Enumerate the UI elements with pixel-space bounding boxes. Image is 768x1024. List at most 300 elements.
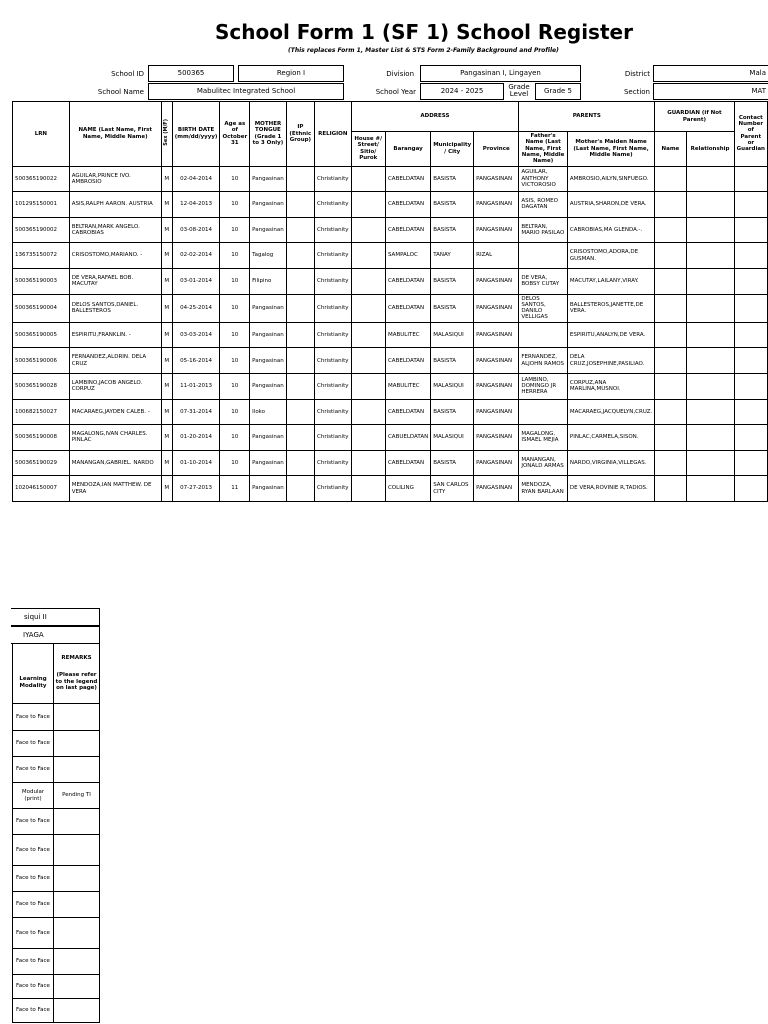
remarks-cell: [54, 918, 100, 949]
student-name: MENDOZA,IAN MATTHEW. DE VERA: [69, 476, 161, 502]
student-mother: DELA CRUZ,JOSEPHINE,PASILIAO.: [567, 348, 654, 374]
student-province: PANGASINAN: [474, 268, 519, 294]
student-ip: [286, 217, 314, 243]
student-house: [351, 476, 385, 502]
student-ip: [286, 294, 314, 322]
remarks-cell: [54, 975, 100, 999]
student-religion: Christianity: [315, 166, 351, 192]
student-name: ESPIRITU,FRANKLIN. -: [69, 322, 161, 348]
header-sex: Sex (M/F): [161, 102, 172, 167]
student-contact: [734, 294, 767, 322]
header-learning-modality: Learning Modality: [13, 644, 54, 704]
student-father: BELTRAN, MARIO PASILAO: [519, 217, 568, 243]
student-municipality: BASISTA: [431, 217, 474, 243]
student-municipality: MALASIQUI: [431, 322, 474, 348]
student-age: 10: [220, 217, 250, 243]
student-ip: [286, 268, 314, 294]
student-lrn: 500365190022: [13, 166, 70, 192]
header-mother-tongue: MOTHER TONGUE (Grade 1 to 3 Only): [250, 102, 287, 167]
remarks-cell: [54, 704, 100, 731]
student-name: MACARAEG,JAYDEN CALEB. -: [69, 399, 161, 425]
student-house: [351, 322, 385, 348]
student-name: AGUILAR,PRINCE IVO. AMBROSIO: [69, 166, 161, 192]
header-father: Father's Name (Last Name, First Name, Middle Name): [519, 132, 568, 167]
student-relationship: [686, 476, 734, 502]
student-house: [351, 348, 385, 374]
student-birth-date: 02-02-2014: [172, 243, 220, 269]
header-address: ADDRESS: [351, 102, 519, 132]
remarks-cell: [54, 949, 100, 975]
student-name: ASIS,RALPH AARON. AUSTRIA: [69, 192, 161, 218]
student-municipality: BASISTA: [431, 192, 474, 218]
student-mother: NARDO,VIRGINIA,VILLEGAS.: [567, 450, 654, 476]
student-father: LAMBINO, DOMINGO JR HERRERA: [519, 373, 568, 399]
remarks-row: [13, 975, 100, 999]
student-relationship: [686, 294, 734, 322]
student-municipality: BASISTA: [431, 399, 474, 425]
student-barangay: CABELDATAN: [385, 348, 430, 374]
learning-modality-cell: Face to Face: [13, 949, 54, 975]
student-row: [13, 166, 768, 192]
student-name: DE VERA,RAFAEL BOB. MACUTAY: [69, 268, 161, 294]
remarks-row: [13, 757, 100, 783]
student-relationship: [686, 268, 734, 294]
student-house: [351, 166, 385, 192]
remarks-rows: [13, 704, 100, 1023]
school-name-label: School Name: [97, 88, 144, 96]
student-province: PANGASINAN: [474, 192, 519, 218]
student-row: [13, 294, 768, 322]
student-sex: M: [161, 348, 172, 374]
student-contact: [734, 476, 767, 502]
student-row: [13, 425, 768, 451]
header-lrn: LRN: [13, 102, 70, 167]
student-barangay: CABUELDATAN: [385, 425, 430, 451]
student-row: [13, 192, 768, 218]
student-mother-tongue: Pangasinan: [250, 476, 287, 502]
student-mother-tongue: Pangasinan: [250, 450, 287, 476]
student-barangay: MABULITEC: [385, 322, 430, 348]
student-ip: [286, 450, 314, 476]
student-name: DELOS SANTOS,DANIEL. BALLESTEROS: [69, 294, 161, 322]
student-guardian-name: [655, 399, 686, 425]
student-province: PANGASINAN: [474, 476, 519, 502]
student-house: [351, 425, 385, 451]
student-mother: BALLESTEROS,JANETTE,DE VERA.: [567, 294, 654, 322]
district-label: District: [624, 70, 650, 78]
student-house: [351, 294, 385, 322]
student-father: [519, 243, 568, 269]
student-birth-date: 03-08-2014: [172, 217, 220, 243]
student-ip: [286, 192, 314, 218]
student-guardian-name: [655, 450, 686, 476]
header-ip: IP (Ethnic Group): [286, 102, 314, 167]
remarks-row: [13, 999, 100, 1023]
student-relationship: [686, 243, 734, 269]
student-sex: M: [161, 322, 172, 348]
student-barangay: MABULITEC: [385, 373, 430, 399]
student-mother: AMBROSIO,AILYN,SINFUEGO.: [567, 166, 654, 192]
student-religion: Christianity: [315, 348, 351, 374]
student-mother-tongue: Pangasinan: [250, 348, 287, 374]
student-contact: [734, 373, 767, 399]
student-lrn: 100682150027: [13, 399, 70, 425]
remarks-note: (Please refer to the legend on last page): [55, 671, 98, 692]
student-religion: Christianity: [315, 217, 351, 243]
remarks-cell: [54, 809, 100, 835]
student-father: DELOS SANTOS, DANILO VELLIGAS: [519, 294, 568, 322]
student-sex: M: [161, 166, 172, 192]
student-row: [13, 450, 768, 476]
student-lrn: 500365190029: [13, 450, 70, 476]
header-religion: RELIGION: [315, 102, 351, 167]
student-guardian-name: [655, 192, 686, 218]
student-barangay: CABELDATAN: [385, 192, 430, 218]
remarks-row: [13, 731, 100, 757]
student-mother-tongue: Pangasinan: [250, 425, 287, 451]
student-father: FERNANDEZ, ALJOHN RAMOS: [519, 348, 568, 374]
student-row: [13, 217, 768, 243]
student-mother: ESPIRITU,ANALYN,DE VERA.: [567, 322, 654, 348]
student-name: FERNANDEZ,ALDRIN. DELA CRUZ: [69, 348, 161, 374]
student-lrn: 500365190006: [13, 348, 70, 374]
student-age: 10: [220, 166, 250, 192]
header-house: House #/ Street/ Sitio/ Purok: [351, 132, 385, 167]
student-sex: M: [161, 294, 172, 322]
student-guardian-name: [655, 373, 686, 399]
student-province: PANGASINAN: [474, 217, 519, 243]
student-lrn: 136735150072: [13, 243, 70, 269]
student-mother-tongue: Filipino: [250, 268, 287, 294]
remarks-row: [13, 949, 100, 975]
student-row: [13, 399, 768, 425]
student-sex: M: [161, 268, 172, 294]
student-guardian-name: [655, 425, 686, 451]
student-mother: DE VERA,ROVINIE R,TADIOS.: [567, 476, 654, 502]
student-mother-tongue: Pangasinan: [250, 373, 287, 399]
student-contact: [734, 243, 767, 269]
student-house: [351, 399, 385, 425]
student-name: MAGALONG,IVAN CHARLES. PINLAC: [69, 425, 161, 451]
student-lrn: 500365190008: [13, 425, 70, 451]
student-birth-date: 07-27-2013: [172, 476, 220, 502]
learning-modality-cell: Face to Face: [13, 892, 54, 918]
student-ip: [286, 476, 314, 502]
learning-modality-cell: Face to Face: [13, 731, 54, 757]
student-guardian-name: [655, 322, 686, 348]
student-sex: M: [161, 192, 172, 218]
student-ip: [286, 166, 314, 192]
student-birth-date: 03-03-2014: [172, 322, 220, 348]
student-mother: PINLAC,CARMELA,SISON.: [567, 425, 654, 451]
student-guardian-name: [655, 243, 686, 269]
student-row: [13, 476, 768, 502]
student-birth-date: 01-20-2014: [172, 425, 220, 451]
student-ip: [286, 348, 314, 374]
student-row: [13, 348, 768, 374]
learning-modality-cell: Face to Face: [13, 809, 54, 835]
student-religion: Christianity: [315, 399, 351, 425]
student-mother: CABROBIAS,MA GLENDA.-.: [567, 217, 654, 243]
section-field: MAT: [653, 83, 768, 100]
student-house: [351, 268, 385, 294]
student-lrn: 101295150001: [13, 192, 70, 218]
student-mother-tongue: Pangasinan: [250, 192, 287, 218]
student-rows: [13, 166, 768, 501]
grade-level-label: Grade Level: [508, 83, 530, 98]
student-sex: M: [161, 450, 172, 476]
student-municipality: BASISTA: [431, 166, 474, 192]
student-row: [13, 373, 768, 399]
student-birth-date: 05-16-2014: [172, 348, 220, 374]
student-age: 10: [220, 294, 250, 322]
student-father: [519, 322, 568, 348]
student-religion: Christianity: [315, 373, 351, 399]
student-ip: [286, 243, 314, 269]
student-relationship: [686, 450, 734, 476]
student-municipality: BASISTA: [431, 268, 474, 294]
remarks-cell: [54, 731, 100, 757]
student-name: MANANGAN,GABRIEL. NARDO: [69, 450, 161, 476]
student-row: [13, 322, 768, 348]
student-province: PANGASINAN: [474, 322, 519, 348]
header-contact: Contact Number of Parent or Guardian: [734, 102, 767, 167]
learning-modality-cell: Face to Face: [13, 999, 54, 1023]
student-municipality: SAN CARLOS CITY: [431, 476, 474, 502]
student-religion: Christianity: [315, 450, 351, 476]
student-religion: Christianity: [315, 243, 351, 269]
learning-modality-cell: Face to Face: [13, 975, 54, 999]
school-id-field: 500365: [148, 65, 234, 82]
student-age: 10: [220, 322, 250, 348]
student-father: AGUILAR, ANTHONY VICTOROSIO: [519, 166, 568, 192]
division-field: Pangasinan I, Lingayen: [420, 65, 581, 82]
header-parents: PARENTS: [519, 102, 655, 132]
student-ip: [286, 399, 314, 425]
student-birth-date: 12-04-2013: [172, 192, 220, 218]
header-guardian-name: Name: [655, 132, 686, 167]
student-sex: M: [161, 399, 172, 425]
learning-modality-cell: Face to Face: [13, 704, 54, 731]
student-municipality: TANAY: [431, 243, 474, 269]
header-guardian: GUARDIAN (if Not Parent): [655, 102, 734, 132]
learning-modality-cell: Face to Face: [13, 866, 54, 892]
student-guardian-name: [655, 268, 686, 294]
student-house: [351, 217, 385, 243]
student-barangay: COLILING: [385, 476, 430, 502]
student-barangay: SAMPALOC: [385, 243, 430, 269]
student-father: MANANGAN, JONALD ARMAS: [519, 450, 568, 476]
student-mother-tongue: Pangasinan: [250, 166, 287, 192]
header-mother: Mother's Maiden Name (Last Name, First Name, Middle Name): [567, 132, 654, 167]
student-contact: [734, 268, 767, 294]
student-mother: CORPUZ,ANA MARLINA,MUSNOI.: [567, 373, 654, 399]
student-guardian-name: [655, 348, 686, 374]
student-row: [13, 243, 768, 269]
region-field: Region I: [238, 65, 344, 82]
student-sex: M: [161, 217, 172, 243]
student-name: LAMBINO,JACOB ANGELO. CORPUZ: [69, 373, 161, 399]
remarks-cell: [54, 892, 100, 918]
student-municipality: MALASIQUI: [431, 373, 474, 399]
student-municipality: MALASIQUI: [431, 425, 474, 451]
student-mother: MACUTAY,LAILANY,VIRAY.: [567, 268, 654, 294]
student-religion: Christianity: [315, 294, 351, 322]
student-contact: [734, 166, 767, 192]
student-name: CRISOSTOMO,MARIANO. -: [69, 243, 161, 269]
student-ip: [286, 373, 314, 399]
student-province: PANGASINAN: [474, 425, 519, 451]
student-age: 10: [220, 268, 250, 294]
remarks-title: REMARKS: [61, 655, 92, 662]
student-contact: [734, 450, 767, 476]
student-birth-date: 04-25-2014: [172, 294, 220, 322]
school-name-field: Mabulitec Integrated School: [148, 83, 344, 100]
learning-modality-cell: Face to Face: [13, 757, 54, 783]
student-age: 10: [220, 399, 250, 425]
student-religion: Christianity: [315, 268, 351, 294]
student-father: DE VERA, BOBSY CUTAY: [519, 268, 568, 294]
student-contact: [734, 399, 767, 425]
student-municipality: BASISTA: [431, 348, 474, 374]
school-year-label: School Year: [375, 88, 416, 96]
student-house: [351, 450, 385, 476]
student-ip: [286, 322, 314, 348]
student-mother: CRISOSTOMO,ADORA,DE GUSMAN.: [567, 243, 654, 269]
header-municipality: Municipality / City: [431, 132, 474, 167]
student-mother: AUSTRIA,SHARON,DE VERA.: [567, 192, 654, 218]
remarks-row: [13, 835, 100, 866]
header-remarks: [54, 644, 100, 704]
student-religion: Christianity: [315, 425, 351, 451]
remarks-table: [12, 643, 100, 1023]
learning-modality-cell: Modular (print): [13, 783, 54, 809]
student-age: 10: [220, 373, 250, 399]
student-birth-date: 01-10-2014: [172, 450, 220, 476]
section-label: Section: [623, 88, 650, 96]
student-municipality: BASISTA: [431, 450, 474, 476]
student-religion: Christianity: [315, 192, 351, 218]
student-barangay: CABELDATAN: [385, 399, 430, 425]
student-religion: Christianity: [315, 322, 351, 348]
student-lrn: 500365190002: [13, 217, 70, 243]
student-province: PANGASINAN: [474, 450, 519, 476]
remarks-cell: [54, 757, 100, 783]
student-relationship: [686, 348, 734, 374]
student-mother: MACARAEG,JACQUELYN,CRUZ.: [567, 399, 654, 425]
student-province: PANGASINAN: [474, 294, 519, 322]
student-lrn: 500365190005: [13, 322, 70, 348]
student-row: [13, 268, 768, 294]
student-relationship: [686, 166, 734, 192]
student-ip: [286, 425, 314, 451]
student-guardian-name: [655, 217, 686, 243]
header-age: Age as of October 31: [220, 102, 250, 167]
district-field: Mala: [653, 65, 768, 82]
remarks-cell: Pending TI: [54, 783, 100, 809]
student-barangay: CABELDATAN: [385, 217, 430, 243]
student-birth-date: 02-04-2014: [172, 166, 220, 192]
header-barangay: Barangay: [385, 132, 430, 167]
student-guardian-name: [655, 166, 686, 192]
student-mother-tongue: Pangasinan: [250, 322, 287, 348]
remarks-cell: [54, 866, 100, 892]
remarks-row: [13, 866, 100, 892]
student-municipality: BASISTA: [431, 294, 474, 322]
form-subtitle: (This replaces Form 1, Master List & STS Form 2-Family Background and Profile): [288, 47, 559, 54]
remarks-row: [13, 783, 100, 809]
student-age: 10: [220, 348, 250, 374]
student-birth-date: 11-01-2013: [172, 373, 220, 399]
student-relationship: [686, 399, 734, 425]
student-contact: [734, 322, 767, 348]
student-house: [351, 373, 385, 399]
district-partial-field: siqui II: [11, 608, 100, 626]
remarks-row: [13, 918, 100, 949]
student-mother-tongue: Pangasinan: [250, 294, 287, 322]
header-birth-date: BIRTH DATE (mm/dd/yyyy): [172, 102, 220, 167]
student-province: PANGASINAN: [474, 373, 519, 399]
header-name: NAME (Last Name, First Name, Middle Name): [69, 102, 161, 167]
student-father: ASIS, ROMEO DAGATAN: [519, 192, 568, 218]
student-barangay: CABELDATAN: [385, 294, 430, 322]
student-father: [519, 399, 568, 425]
student-relationship: [686, 425, 734, 451]
school-id-label: School ID: [111, 70, 144, 78]
remarks-cell: [54, 835, 100, 866]
student-religion: Christianity: [315, 476, 351, 502]
learning-modality-cell: Face to Face: [13, 918, 54, 949]
student-province: RIZAL: [474, 243, 519, 269]
remarks-row: [13, 809, 100, 835]
student-province: PANGASINAN: [474, 348, 519, 374]
student-contact: [734, 192, 767, 218]
student-mother-tongue: Iloko: [250, 399, 287, 425]
student-house: [351, 192, 385, 218]
student-contact: [734, 348, 767, 374]
student-age: 10: [220, 425, 250, 451]
student-house: [351, 243, 385, 269]
student-lrn: 500365190028: [13, 373, 70, 399]
student-birth-date: 03-01-2014: [172, 268, 220, 294]
student-guardian-name: [655, 294, 686, 322]
division-label: Division: [386, 70, 414, 78]
grade-level-field: Grade 5: [535, 83, 581, 100]
student-guardian-name: [655, 476, 686, 502]
student-barangay: CABELDATAN: [385, 450, 430, 476]
student-mother-tongue: Pangasinan: [250, 217, 287, 243]
student-province: PANGASINAN: [474, 399, 519, 425]
student-sex: M: [161, 476, 172, 502]
student-age: 10: [220, 243, 250, 269]
school-year-field: 2024 - 2025: [420, 83, 504, 100]
form-title: School Form 1 (SF 1) School Register: [215, 20, 633, 44]
student-barangay: CABELDATAN: [385, 166, 430, 192]
remarks-cell: [54, 999, 100, 1023]
student-relationship: [686, 217, 734, 243]
student-father: MAGALONG, ISMAEL MEJIA: [519, 425, 568, 451]
student-name: BELTRAN,MARK ANGELO. CABROBIAS: [69, 217, 161, 243]
student-lrn: 102046150007: [13, 476, 70, 502]
student-age: 10: [220, 192, 250, 218]
student-relationship: [686, 192, 734, 218]
section-partial-field: IYAGA: [11, 626, 100, 644]
student-barangay: CABELDATAN: [385, 268, 430, 294]
student-lrn: 500365190003: [13, 268, 70, 294]
student-sex: M: [161, 373, 172, 399]
student-mother-tongue: Tagalog: [250, 243, 287, 269]
student-father: MENDOZA, RYAN BARLAAN: [519, 476, 568, 502]
